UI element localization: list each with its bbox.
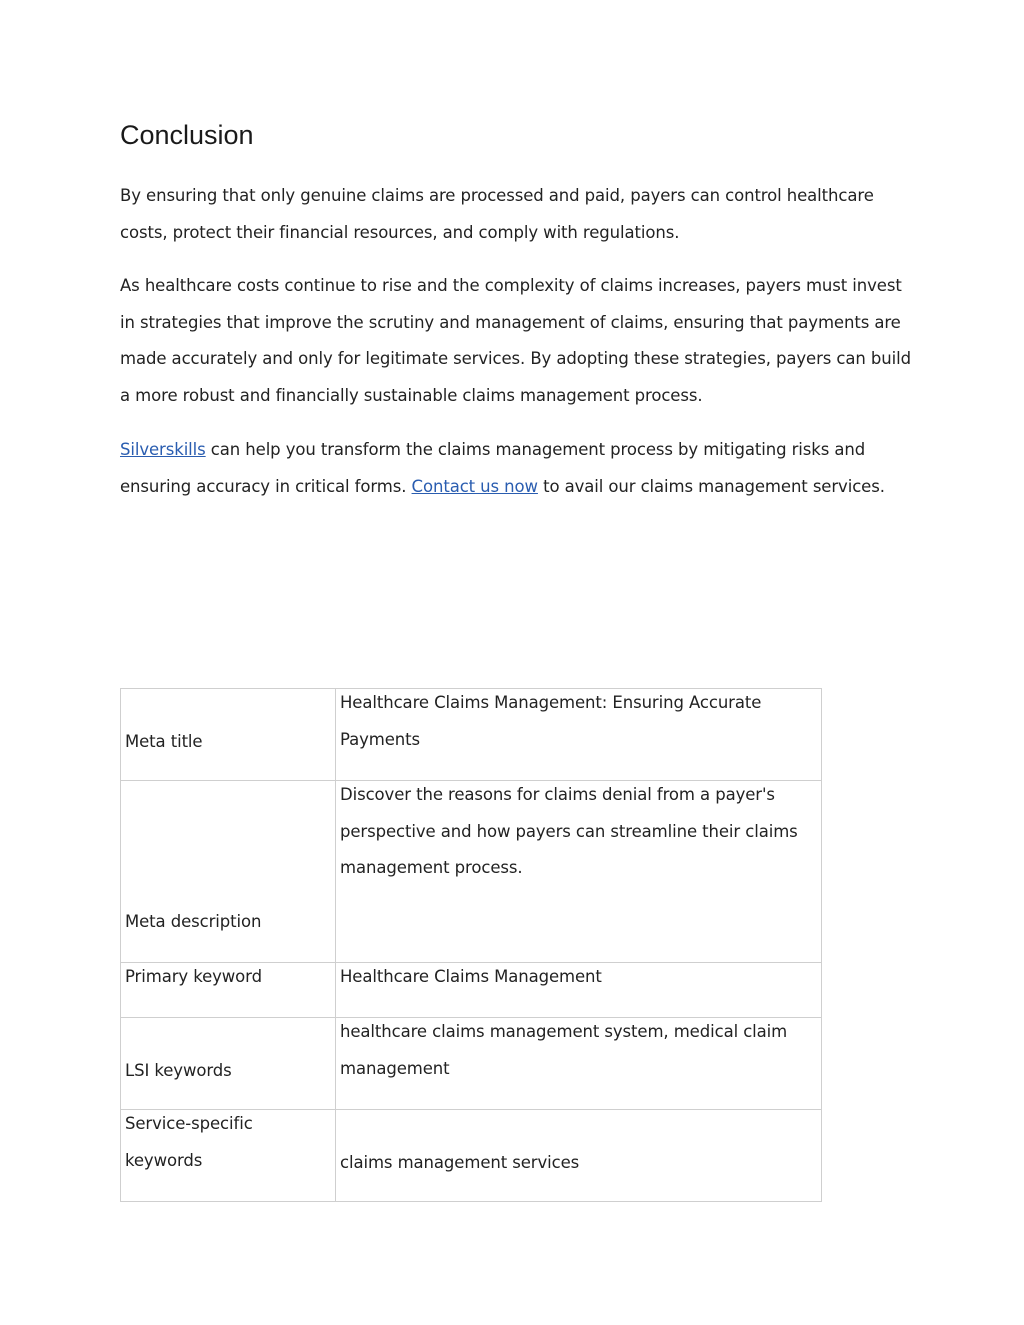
silverskills-link[interactable]: Silverskills — [120, 440, 206, 459]
paragraph-3-text-1: can help you transform the claims management process by mitigating risks and ensuring accuracy in critical forms. — [120, 440, 866, 496]
primary-keyword-value: Healthcare Claims Management — [340, 967, 602, 986]
table-cell-value — [336, 689, 822, 781]
lsi-keywords-label: LSI keywords — [125, 1060, 232, 1080]
table-cell-label — [121, 1110, 336, 1202]
meta-title-value: Healthcare Claims Management: Ensuring Accurate Payments — [340, 693, 762, 749]
table-row-primary-keyword — [121, 963, 822, 1018]
paragraph-3-text-2: to avail our claims management services. — [537, 476, 885, 496]
meta-title-label: Meta title — [125, 731, 203, 751]
table-row-lsi-keywords — [121, 1018, 822, 1110]
primary-keyword-label: Primary keyword — [125, 967, 262, 986]
service-keywords-value: claims management services — [340, 1152, 580, 1172]
section-heading: Conclusion — [120, 120, 254, 150]
meta-description-label: Meta description — [125, 911, 262, 931]
table-row-service-keywords — [121, 1110, 822, 1202]
table-cell-value — [336, 963, 822, 1018]
table-cell-value — [336, 1018, 822, 1110]
table-cell-label — [121, 1018, 336, 1110]
paragraph-3 — [120, 432, 920, 505]
table-cell-value — [336, 1110, 822, 1202]
table-row-meta-description — [121, 781, 822, 963]
contact-us-link[interactable]: Contact us now — [411, 476, 538, 496]
table-row-meta-title — [121, 689, 822, 781]
table-cell-label — [121, 963, 336, 1018]
table-cell-label — [121, 689, 336, 781]
paragraph-2: As healthcare costs continue to rise and the complexity of claims increases, payers must invest in strategies that improve the scrutiny and management of claims, ensuring that payments are made accurately and only for legitimate services. By adopting these strategies, payers can build a more robust and financially sustainable claims management process. — [120, 276, 911, 405]
table-cell-value — [336, 781, 822, 963]
lsi-keywords-value: healthcare claims management system, medical claim management — [340, 1022, 788, 1078]
meta-description-value: Discover the reasons for claims denial from a payer's perspective and how payers can streamline their claims management process. — [340, 785, 798, 877]
seo-meta-table — [120, 688, 822, 1202]
paragraph-1: By ensuring that only genuine claims are processed and paid, payers can control healthcare costs, protect their financial resources, and comply with regulations. — [120, 186, 874, 242]
table-cell-label — [121, 781, 336, 963]
service-keywords-label: Service-specific keywords — [125, 1114, 253, 1170]
